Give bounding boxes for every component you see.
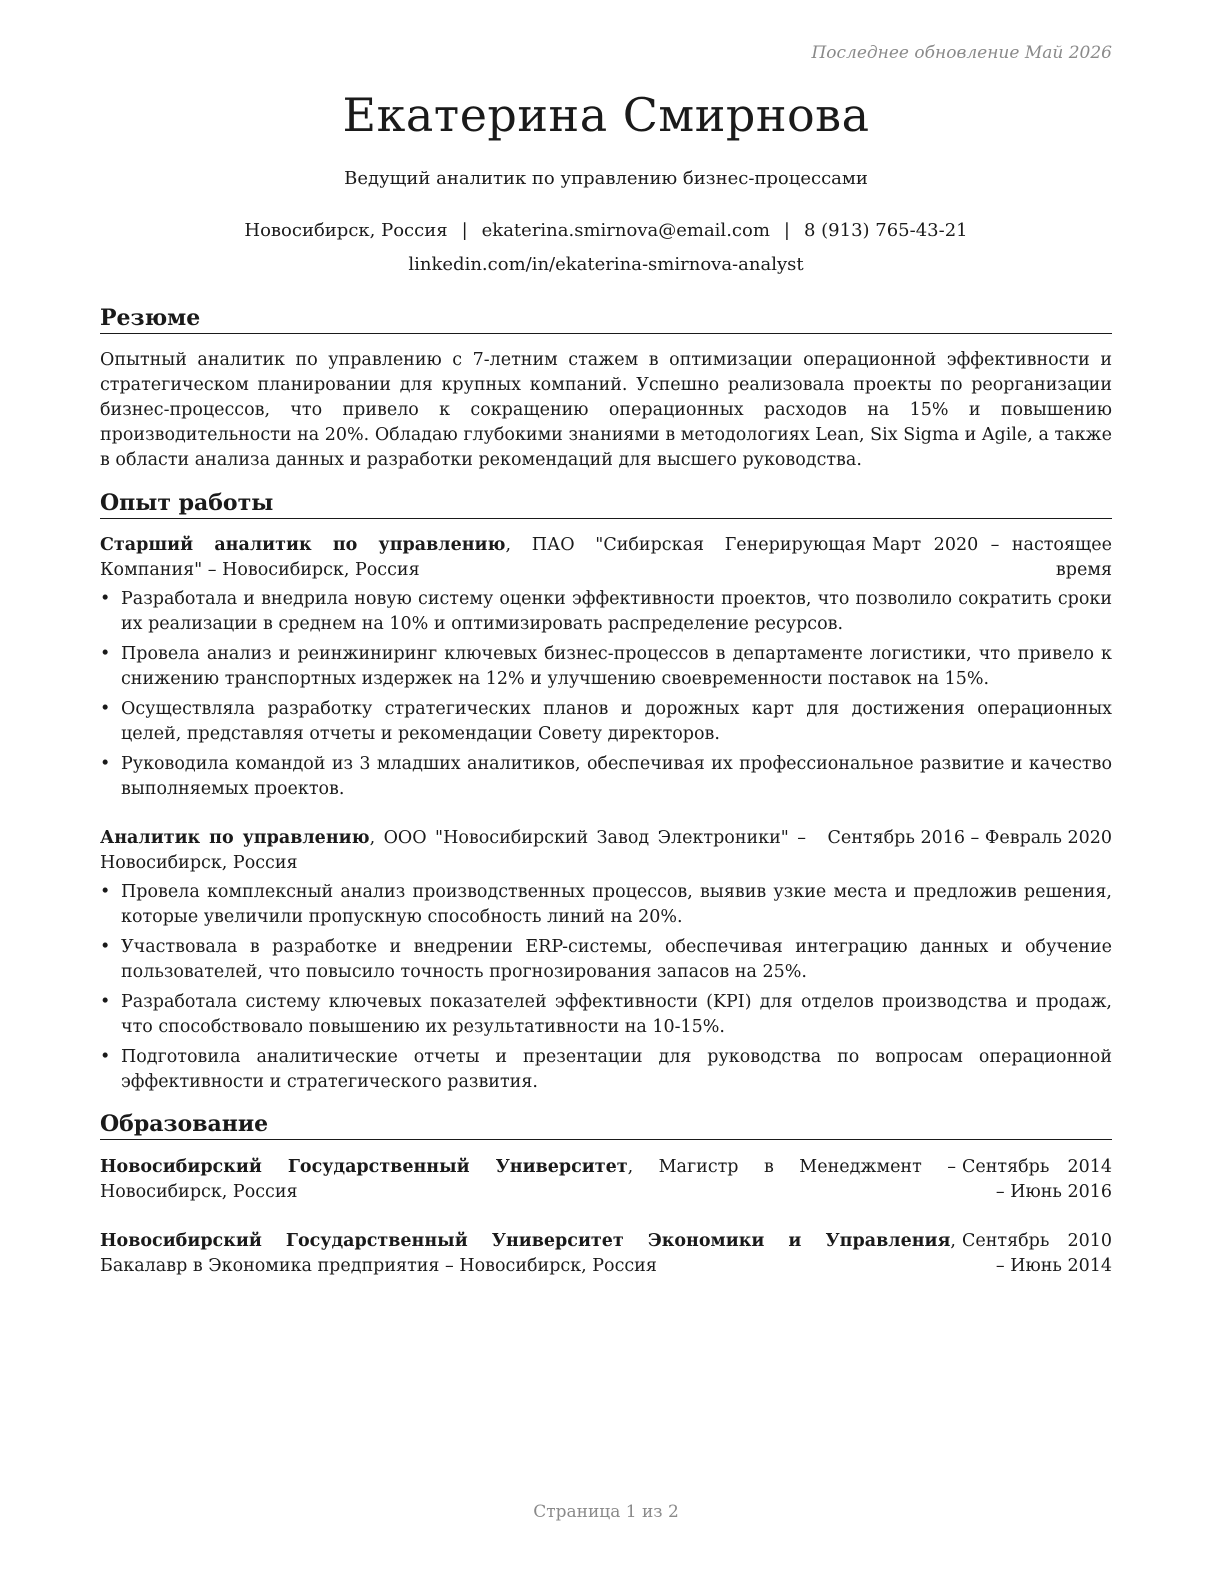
location: Новосибирск, Россия — [244, 220, 448, 241]
education-details: , Магистр в Менеджмент – Новосибирск, Россия — [100, 1157, 956, 1202]
education-entry — [100, 1229, 1112, 1279]
section-title-summary: Резюме — [100, 304, 1112, 334]
linkedin-link[interactable]: linkedin.com/in/ekaterina-smirnova-analyst — [408, 254, 804, 275]
list-item: • Подготовила аналитические отчеты и презентации для руководства по вопросам операционной эффективности и стратегического развития. — [100, 1045, 1112, 1095]
list-item: • Разработала систему ключевых показателей эффективности (KPI) для отделов производства и продаж, что способствовало повышению их результативности на 10-15%. — [100, 990, 1112, 1040]
list-item: • Участвовала в разработке и внедрении ERP-системы, обеспечивая интеграцию данных и обучение пользователей, что повысило точность прогнозирования запасов на 25%. — [100, 935, 1112, 985]
job-title: Ведущий аналитик по управлению бизнес-процессами — [344, 168, 868, 189]
list-item: • Осуществляла разработку стратегических планов и дорожных карт для достижения операционных целей, представляя отчеты и рекомендации Совету директоров. — [100, 697, 1112, 747]
list-item: • Провела комплексный анализ производственных процессов, выявив узкие места и предложив решения, которые увеличили пропускную способность линий на 20%. — [100, 880, 1112, 930]
section-title-experience: Опыт работы — [100, 489, 1112, 519]
job-role: Аналитик по управлению — [100, 828, 370, 848]
education-dates: Сентябрь 2010 – Июнь 2014 — [962, 1231, 1112, 1276]
phone: 8 (913) 765-43-21 — [803, 220, 968, 241]
list-item: • Провела анализ и реинжиниринг ключевых бизнес-процессов в департаменте логистики, что привело к снижению транспортных издержек на 12% и улучшению своевременности поставок на 15%. — [100, 642, 1112, 692]
education-entry — [100, 1155, 1112, 1205]
last-updated: Последнее обновление Май 2026 — [811, 43, 1112, 63]
email-link[interactable]: ekaterina.smirnova@email.com — [481, 220, 770, 241]
job-bullets — [100, 587, 1112, 802]
job-dates: Март 2020 – настоящее время — [872, 535, 1112, 580]
education-details: , Бакалавр в Экономика предприятия – Новосибирск, Россия — [100, 1231, 956, 1276]
job-entry — [100, 826, 1112, 1100]
job-entry — [100, 533, 1112, 807]
education-heading — [100, 1229, 962, 1279]
job-company: , ООО "Новосибирский Завод Электроники" – Новосибирск, Россия — [100, 828, 806, 873]
list-item: • Разработала и внедрила новую систему оценки эффективности проектов, что позволило сократить сроки их реализации в среднем на 10% и оптимизировать распределение ресурсов. — [100, 587, 1112, 637]
job-bullets — [100, 880, 1112, 1095]
separator: | — [461, 220, 468, 241]
job-company: , ПАО "Сибирская Генерирующая Компания" – Новосибирск, Россия — [100, 535, 867, 580]
contact-line — [100, 220, 1112, 241]
education-dates: Сентябрь 2014 – Июнь 2016 — [962, 1157, 1112, 1202]
education-school: Новосибирский Государственный Университет Экономики и Управления — [100, 1231, 951, 1251]
separator: | — [783, 220, 790, 241]
candidate-name: Екатерина Смирнова — [342, 88, 870, 142]
job-heading — [100, 826, 812, 876]
job-heading — [100, 533, 872, 583]
list-item: • Руководила командой из 3 младших аналитиков, обеспечивая их профессиональное развитие и качество выполняемых проектов. — [100, 752, 1112, 802]
education-school: Новосибирский Государственный Университет — [100, 1157, 628, 1177]
resume-page — [100, 0, 1112, 1584]
job-dates: Сентябрь 2016 – Февраль 2020 — [827, 828, 1112, 848]
section-title-education: Образование — [100, 1110, 1112, 1140]
job-role: Старший аналитик по управлению — [100, 535, 506, 555]
page-number: Страница 1 из 2 — [533, 1502, 679, 1522]
education-heading — [100, 1155, 962, 1205]
summary-text: Опытный аналитик по управлению с 7-летним стажем в оптимизации операционной эффективности и стратегическом планировании для крупных компаний. Успешно реализовала проекты по реорганизации бизнес-процессов, что привело к сокращению операционных расходов на 15% и повышению производительности на 20%. Обладаю глубокими знаниями в методологиях Lean, Six Sigma и Agile, а также в области анализа данных и разработки рекомендаций для высшего руководства. — [100, 350, 1112, 470]
